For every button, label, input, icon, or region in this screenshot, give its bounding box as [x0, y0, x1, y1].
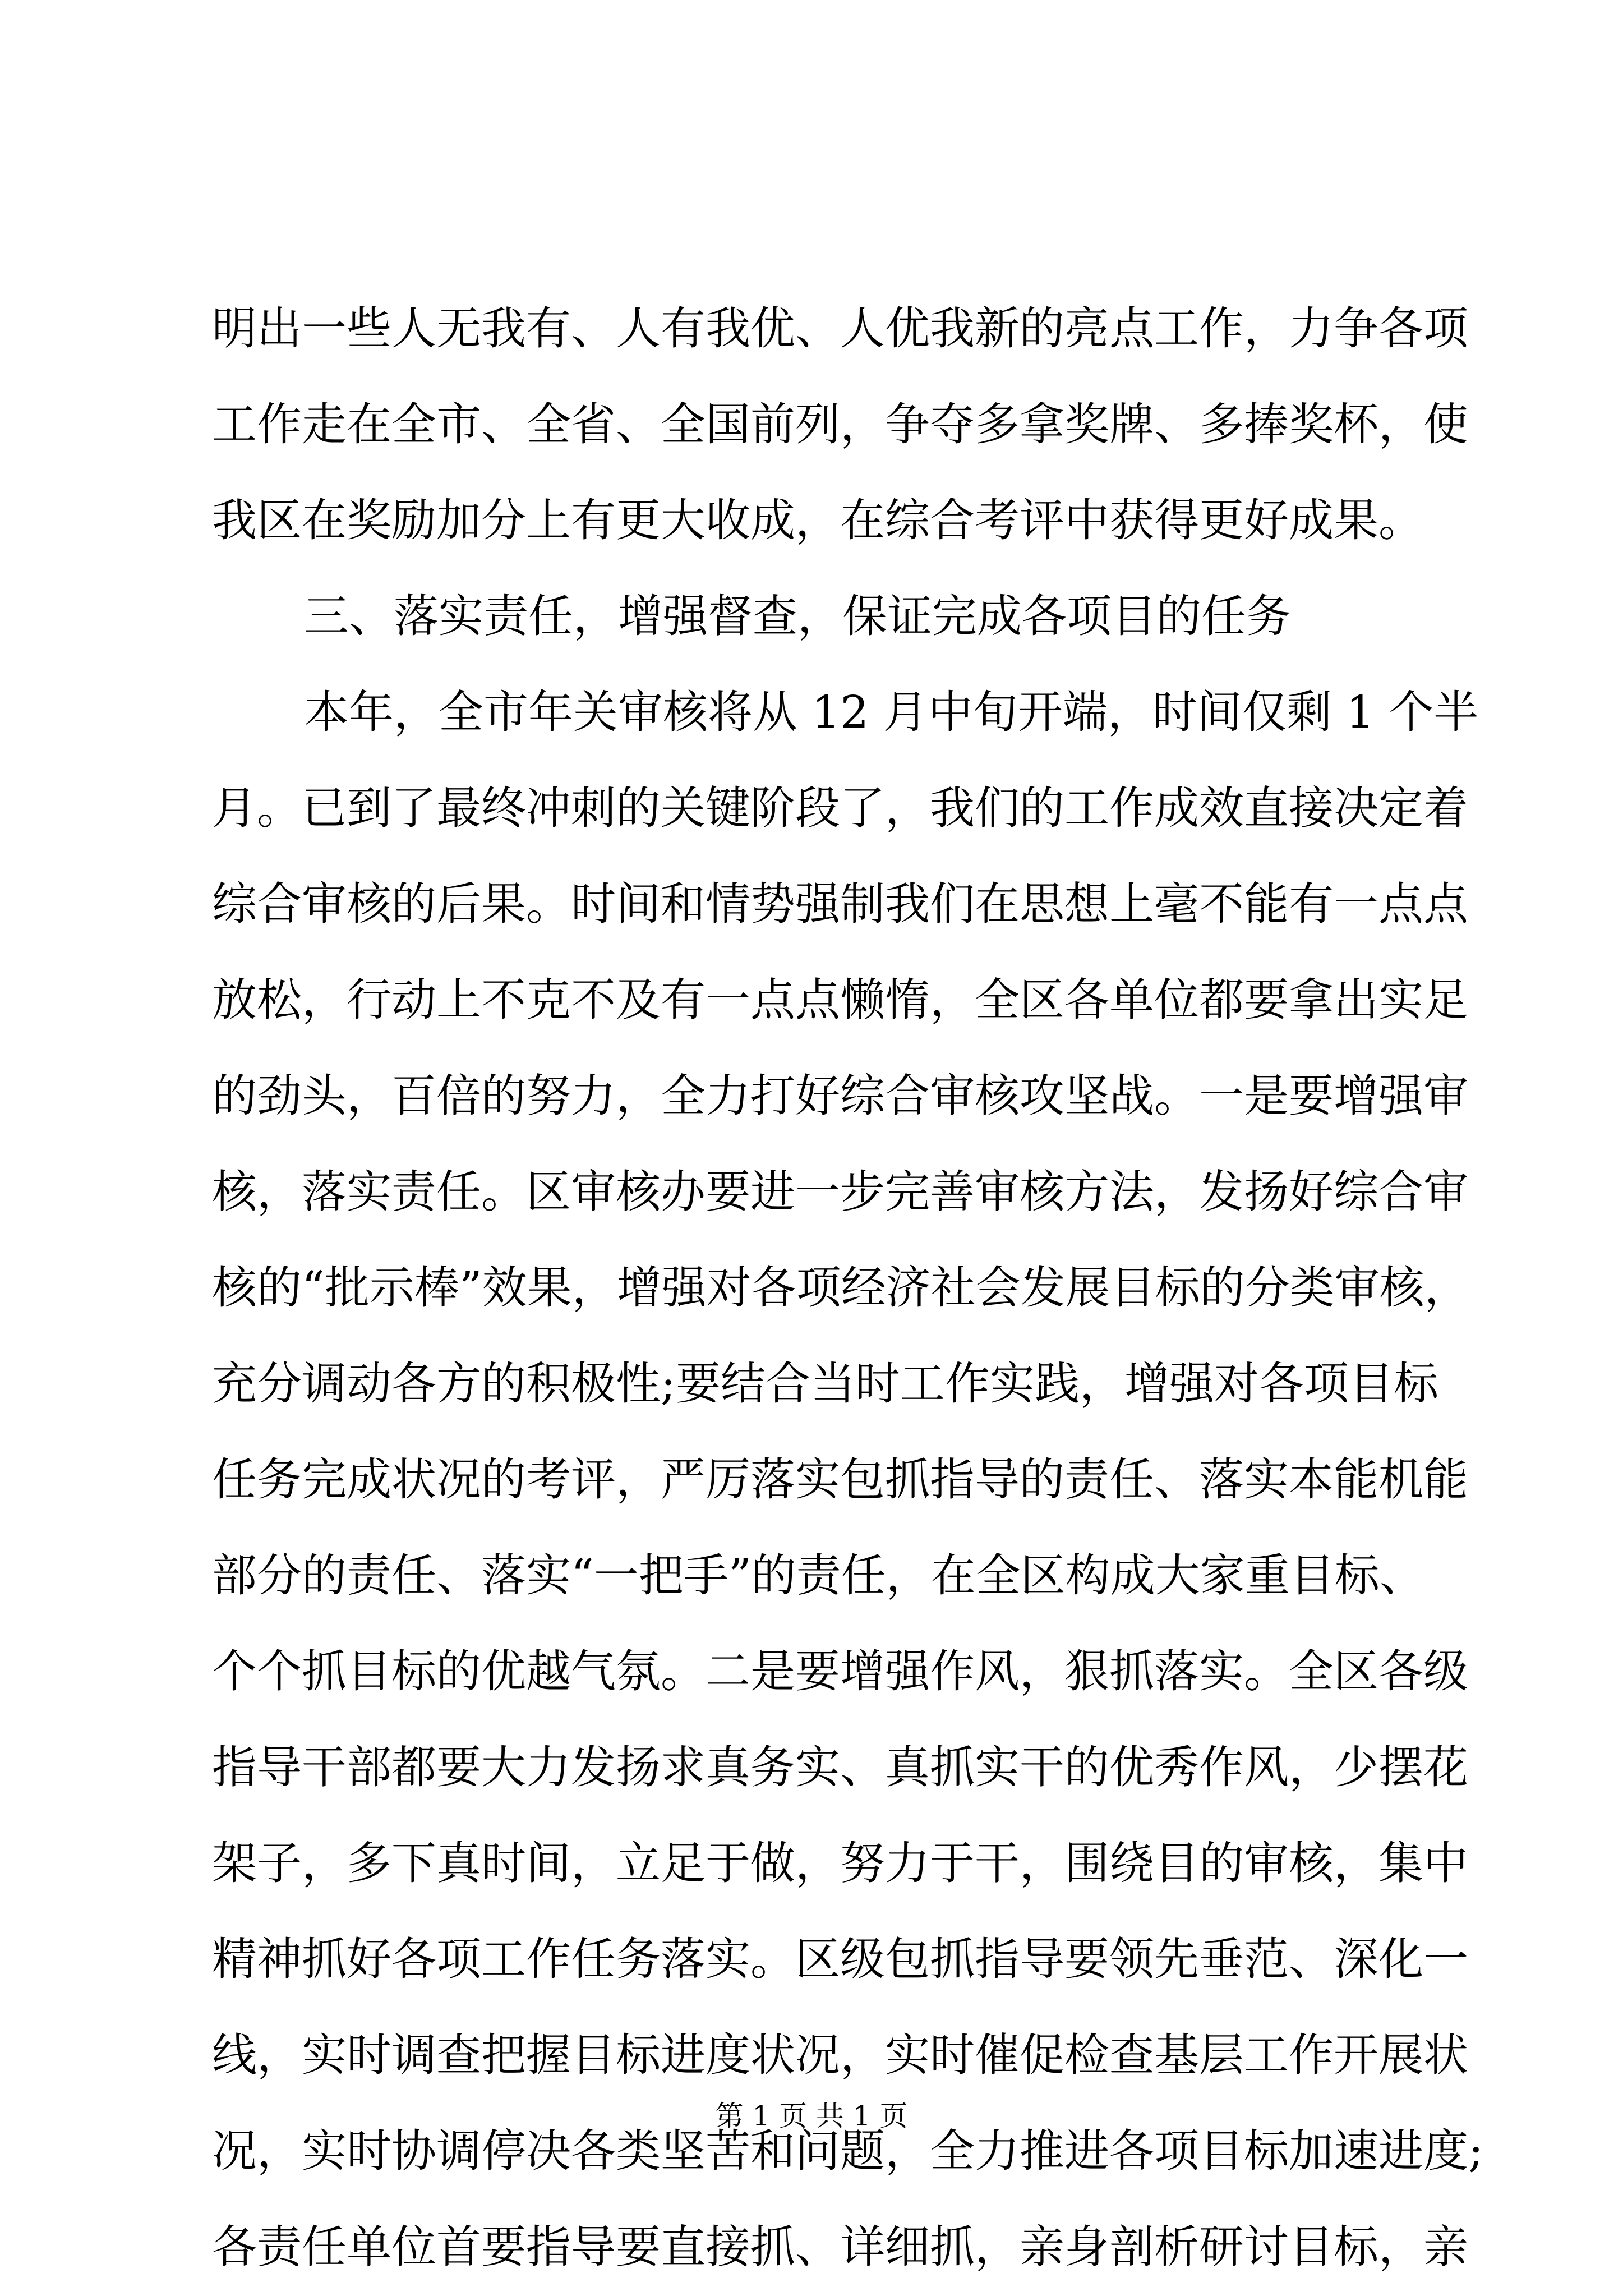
text-line: 各责任单位首要指导要直接抓、详细抓，亲身剖析研讨目标，亲	[212, 2221, 1468, 2273]
text-line: 本年，全市年关审核将从 12 月中旬开端，时间仅剩 1 个半	[304, 686, 1479, 738]
text-line: 核，落实责任。区审核办要进一步完善审核方法，发扬好综合审	[212, 1166, 1468, 1218]
text-line: 架子，多下真时间，立足于做，努力于干，围绕目的审核，集中	[212, 1837, 1468, 1889]
section-heading: 三、落实责任，增强督查，保证完成各项目的任务	[304, 590, 1291, 642]
text-line: 精神抓好各项工作任务落实。区级包抓指导要领先垂范、深化一	[212, 1933, 1468, 1985]
document-body	[212, 280, 1483, 2295]
text-line: 工作走在全市、全省、全国前列，争夺多拿奖牌、多捧奖杯，使	[212, 398, 1468, 450]
text-line: 充分调动各方的积极性;要结合当时工作实践，增强对各项目标	[212, 1358, 1438, 1410]
paragraph-main	[212, 664, 1483, 2295]
text-line: 任务完成状况的考评，严厉落实包抓指导的责任、落实本能机能	[212, 1453, 1468, 1506]
page-footer: 第 1 页 共 1 页	[715, 2100, 908, 2132]
text-line: 的劲头，百倍的努力，全力打好综合审核攻坚战。一是要增强审	[212, 1070, 1468, 1122]
text-line: 线，实时调查把握目标进度状况，实时催促检查基层工作开展状	[212, 2029, 1468, 2081]
text-line: 况，实时协调停决各类坚苦和问题，全力推进各项目标加速进度;	[212, 2125, 1483, 2177]
text-line: 明出一些人无我有、人有我优、人优我新的亮点工作，力争各项	[212, 302, 1468, 355]
text-line: 核的“批示棒”效果，增强对各项经济社会发展目标的分类审核，	[212, 1262, 1469, 1314]
text-line: 放松，行动上不克不及有一点点懒惰，全区各单位都要拿出实足	[212, 974, 1468, 1026]
text-line: 部分的责任、落实“一把手”的责任，在全区构成大家重目标、	[212, 1549, 1424, 1602]
text-line: 指导干部都要大力发扬求真务实、真抓实干的优秀作风，少摆花	[212, 1741, 1468, 1793]
text-line: 个个抓目标的优越气氛。二是要增强作风，狠抓落实。全区各级	[212, 1645, 1468, 1697]
text-line: 综合审核的后果。时间和情势强制我们在思想上毫不能有一点点	[212, 878, 1468, 930]
text-line: 我区在奖励加分上有更大收成，在综合考评中获得更好成果。	[212, 494, 1423, 546]
text-line: 月。已到了最终冲刺的关键阶段了，我们的工作成效直接决定着	[212, 782, 1468, 834]
paragraph-continuation	[212, 280, 1468, 568]
